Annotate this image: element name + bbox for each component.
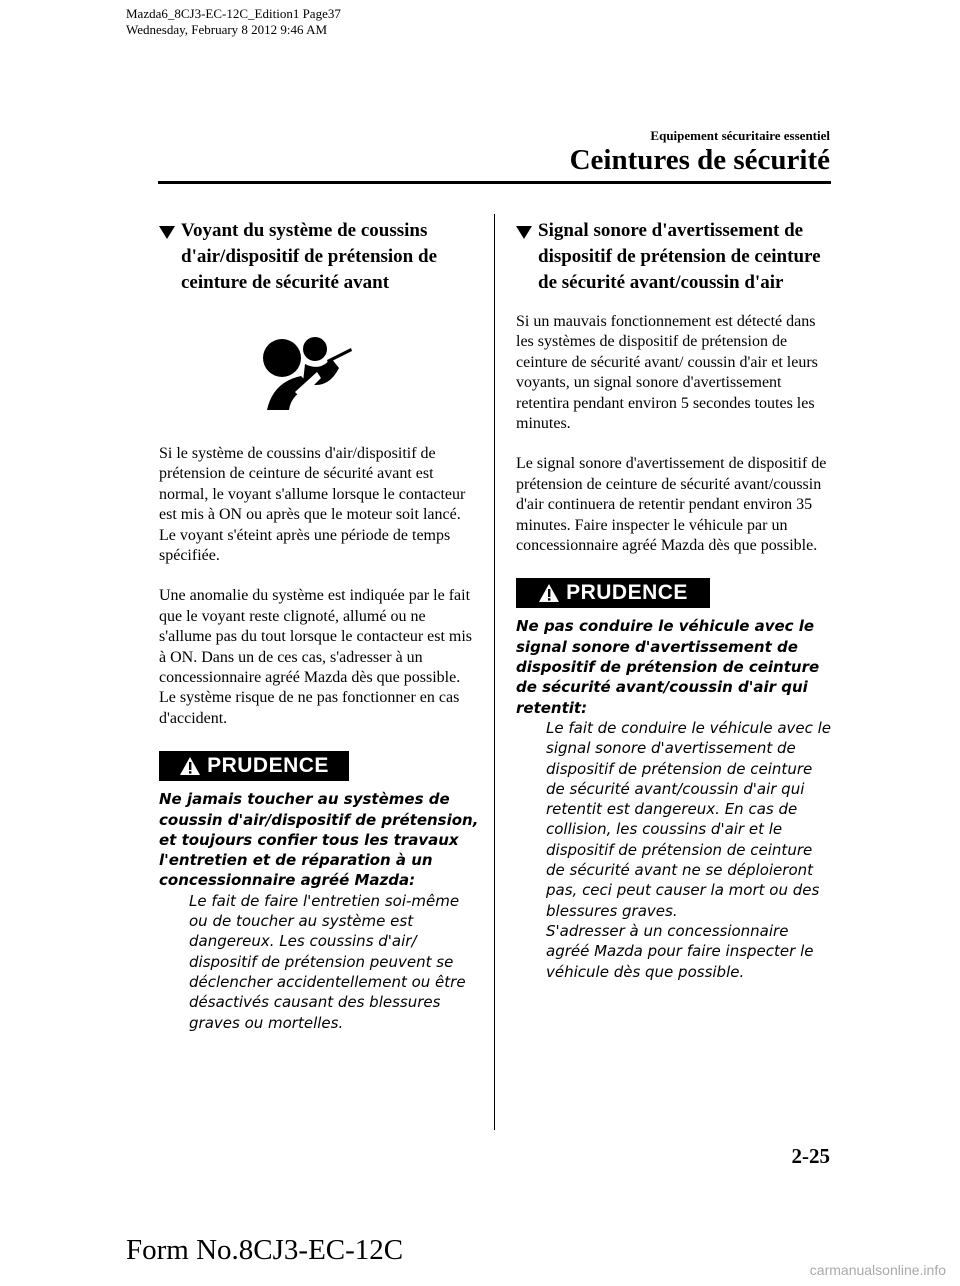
print-metadata-line1: Mazda6_8CJ3-EC-12C_Edition1 Page37 (126, 6, 341, 21)
right-paragraph-1: Si un mauvais fonctionnement est détecté dans les systèmes de dispositif de prétension de ceinture de sécurité avant/ coussin d'air et leurs voyants, un signal sonore d'avertissement retentira pendant environ 5 secondes toutes les minutes. (516, 313, 818, 433)
caution-label-right-text: PRUDENCE (566, 581, 688, 605)
right-warning-body-2: S'adresser à un concessionnaire agréé Mazda pour faire inspecter le véhicule dès que possible. (546, 921, 814, 981)
page-number: 2-25 (791, 1144, 830, 1168)
left-paragraph-1: Si le système de coussins d'air/dispositif de prétension de ceinture de sécurité avant est normal, le voyant s'allume lorsque le contacteur est mis à ON ou après que le moteur soit lancé. Le voyant s'éteint après une période de temps spécifiée. (159, 445, 466, 565)
right-paragraph-2: Le signal sonore d'avertissement de dispositif de prétension de ceinture de sécurité avant/coussin d'air continuera de retentir pendant environ 35 minutes. Faire inspecter le véhicule par un concessionnaire agréé Mazda dès que possible. (516, 455, 827, 555)
left-warning-bold: Ne jamais toucher au systèmes de coussin d'air/dispositif de prétension, et toujours confier tous les travaux l'entretien et de réparation à un concessionnaire agréé Mazda: (159, 790, 479, 890)
header-rule (158, 181, 831, 184)
right-warning-bold: Ne pas conduire le véhicule avec le signal sonore d'avertissement de dispositif de prétension de ceinture de sécurité avant/coussin d'air qui retentit: (516, 617, 820, 717)
warning-triangle-icon (179, 756, 201, 776)
triangle-bullet-icon (516, 226, 532, 239)
left-heading (159, 218, 479, 296)
left-heading-text: Voyant du système de coussins d'air/dispositif de prétension de ceinture de sécurité avant (181, 220, 437, 293)
form-number: Form No.8CJ3-EC-12C (126, 1234, 404, 1266)
caution-label-left (159, 751, 349, 781)
warning-triangle-icon (538, 583, 560, 603)
section-subtitle: Equipement sécuritaire essentiel (650, 128, 830, 143)
airbag-warning-icon (257, 336, 353, 410)
right-warning-body: Le fait de conduire le véhicule avec le signal sonore d'avertissement de dispositif de prétension de ceinture de sécurité avant/coussin d'air qui retentit est dangereux. En cas de collision, les coussins d'air et le dispositif de prétension de ceinture de sécurité avant ne se déploieront pas, ceci peut causer la mort ou des blessures graves. (546, 718, 832, 920)
left-warning-body: Le fait de faire l'entretien soi-même ou de toucher au système est dangereux. Les coussins d'air/ dispositif de prétension peuvent se déclencher accidentellement ou être désactivés causant des blessures graves ou mortelles. (189, 891, 466, 1032)
triangle-bullet-icon (159, 226, 175, 239)
left-column (159, 218, 479, 1033)
site-watermark: carmanualsonline.info (809, 1262, 946, 1278)
print-metadata (126, 6, 341, 38)
caution-label-left-text: PRUDENCE (207, 754, 329, 778)
section-title: Ceintures de sécurité (569, 144, 830, 176)
right-heading (516, 218, 834, 296)
caution-label-right (516, 578, 710, 608)
left-paragraph-2: Une anomalie du système est indiquée par le fait que le voyant reste clignoté, allumé ou ne s'allume pas du tout lorsque le contacteur est mis à ON. Dans un de ces cas, s'adresser à un concessionnaire agréé Mazda dès que possible. Le système risque de ne pas fonctionner en cas d'accident. (159, 587, 473, 727)
right-column (516, 218, 834, 982)
print-metadata-line2: Wednesday, February 8 2012 9:46 AM (126, 22, 328, 37)
right-heading-text: Signal sonore d'avertissement de dispositif de prétension de ceinture de sécurité avant/coussin d'air (538, 220, 821, 293)
column-divider (494, 214, 495, 1130)
